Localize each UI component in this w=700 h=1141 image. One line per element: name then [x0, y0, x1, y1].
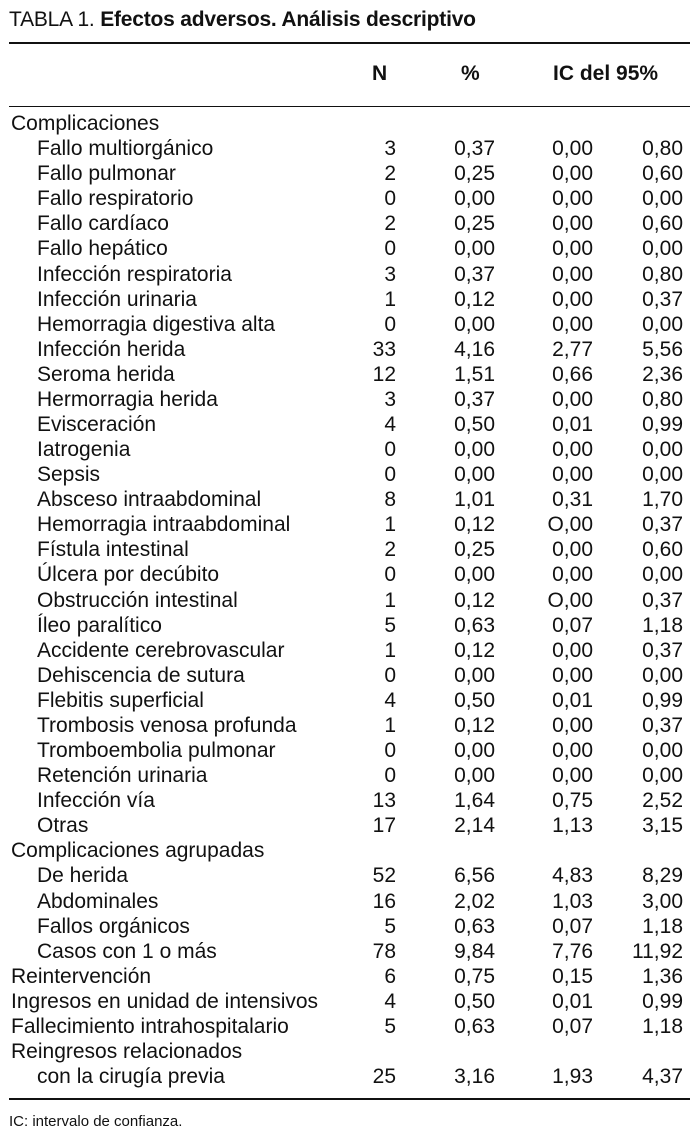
table-row [0, 613, 700, 638]
top-rule [9, 42, 690, 44]
header-percent: % [461, 62, 480, 85]
cell-ci-upper: 11,92 [632, 939, 683, 963]
cell-ci-lower: 0,00 [552, 287, 593, 311]
cell-ci-upper: 0,00 [642, 663, 683, 687]
cell-ci-lower: 2,77 [552, 337, 593, 361]
table-row [0, 362, 700, 387]
row-label: Hermorragia herida [37, 387, 218, 411]
cell-percent: 0,12 [454, 287, 495, 311]
cell-n: 0 [384, 438, 396, 461]
cell-ci-lower: 0,07 [552, 914, 593, 938]
cell-ci-lower: 0,00 [552, 137, 593, 161]
table-row [0, 663, 700, 688]
cell-ci-upper: 0,00 [642, 312, 683, 336]
cell-ci-upper: 0,99 [642, 989, 683, 1013]
row-label: Dehiscencia de sutura [37, 663, 245, 687]
cell-n: 5 [384, 613, 396, 637]
cell-n: 5 [384, 1014, 396, 1038]
cell-ci-upper: 3,00 [642, 889, 683, 913]
cell-percent: 4,16 [454, 337, 495, 361]
table-row [0, 588, 700, 613]
cell-n: 0 [384, 187, 396, 211]
row-label: Fallo respiratorio [37, 187, 194, 211]
cell-percent: 0,63 [454, 613, 495, 637]
cell-n: 1 [384, 713, 396, 737]
cell-ci-lower: 0,31 [552, 488, 593, 512]
cell-percent: 0,00 [454, 312, 495, 336]
table-row [0, 437, 700, 462]
row-label: Complicaciones agrupadas [11, 839, 265, 863]
row-label: Accidente cerebrovascular [37, 638, 285, 662]
cell-ci-upper: 0,00 [642, 764, 683, 788]
cell-ci-lower: 0,00 [552, 538, 593, 562]
table-row [0, 262, 700, 287]
cell-n: 8 [384, 488, 396, 512]
cell-ci-lower: 0,00 [552, 262, 593, 286]
row-label: Fístula intestinal [37, 538, 189, 562]
cell-percent: 0,00 [454, 187, 495, 211]
cell-ci-lower: O,00 [547, 588, 593, 612]
cell-ci-upper: 0,80 [642, 137, 683, 161]
row-label: Flebitis superficial [37, 688, 204, 712]
cell-percent: 0,25 [454, 212, 495, 236]
cell-ci-upper: 0,37 [642, 513, 683, 537]
table-row [0, 813, 700, 838]
row-label: Úlcera por decúbito [37, 563, 220, 587]
cell-ci-lower: 0,00 [552, 463, 593, 487]
cell-percent: 0,00 [454, 237, 495, 261]
cell-ci-upper: 1,18 [642, 1014, 683, 1038]
cell-n: 3 [384, 387, 396, 411]
row-label: Casos con 1 o más [37, 939, 217, 963]
cell-n: 4 [384, 413, 396, 436]
header-ci: IC del 95% [553, 62, 659, 85]
cell-ci-lower: 0,01 [552, 413, 593, 436]
cell-n: 0 [384, 463, 396, 487]
table-row [0, 1014, 700, 1039]
table-row [0, 537, 700, 562]
row-label: Tromboembolia pulmonar [37, 739, 276, 762]
cell-percent: 0,12 [454, 513, 495, 537]
bottom-rule [9, 1098, 690, 1100]
cell-n: 0 [384, 739, 396, 762]
cell-n: 1 [384, 513, 396, 537]
row-label: Iatrogenia [37, 438, 131, 461]
cell-ci-upper: 0,99 [642, 413, 683, 436]
row-label: Infección respiratoria [37, 262, 232, 286]
cell-percent: 0,37 [454, 387, 495, 411]
table-row [0, 713, 700, 738]
footnote: IC: intervalo de confianza. [9, 1113, 183, 1130]
cell-ci-lower: 4,83 [552, 864, 593, 888]
cell-n: 0 [384, 312, 396, 336]
cell-n: 52 [372, 864, 396, 888]
cell-ci-upper: 0,60 [642, 538, 683, 562]
row-label: Abdominales [37, 889, 159, 913]
cell-n: 1 [384, 638, 396, 662]
cell-ci-upper: 2,36 [642, 362, 683, 386]
cell-ci-lower: 0,00 [552, 312, 593, 336]
row-label: De herida [37, 864, 129, 888]
cell-ci-upper: 4,37 [642, 1065, 683, 1088]
cell-n: 0 [384, 563, 396, 587]
cell-n: 33 [372, 337, 396, 361]
table-row [0, 512, 700, 537]
cell-percent: 0,50 [454, 413, 495, 436]
table-row [0, 738, 700, 763]
cell-ci-lower: 0,00 [552, 162, 593, 186]
cell-ci-lower: 1,13 [552, 814, 593, 838]
cell-percent: 0,00 [454, 739, 495, 762]
cell-percent: 0,50 [454, 688, 495, 712]
cell-ci-upper: 0,37 [642, 713, 683, 737]
table-row [0, 763, 700, 788]
cell-ci-upper: 1,18 [642, 613, 683, 637]
table-row [0, 788, 700, 813]
cell-ci-upper: 0,00 [642, 563, 683, 587]
cell-ci-upper: 1,36 [642, 964, 683, 988]
cell-ci-lower: 0,07 [552, 1014, 593, 1038]
row-label: Reintervención [11, 964, 152, 988]
cell-ci-lower: 0,00 [552, 387, 593, 411]
cell-n: 0 [384, 663, 396, 687]
cell-percent: 6,56 [454, 864, 495, 888]
cell-percent: 9,84 [454, 939, 495, 963]
cell-ci-lower: 0,00 [552, 764, 593, 788]
row-label: Sepsis [37, 463, 101, 487]
row-label: Seroma herida [37, 362, 175, 386]
row-label: Hemorragia digestiva alta [37, 312, 276, 336]
cell-n: 2 [384, 212, 396, 236]
cell-n: 0 [384, 237, 396, 261]
cell-n: 6 [384, 964, 396, 988]
cell-percent: 0,63 [454, 1014, 495, 1038]
row-label: Fallo multiorgánico [37, 137, 214, 161]
row-label: Fallo pulmonar [37, 162, 176, 186]
cell-percent: 0,00 [454, 764, 495, 788]
row-label: Retención urinaria [37, 764, 208, 788]
cell-ci-upper: 0,99 [642, 688, 683, 712]
cell-ci-upper: 0,00 [642, 739, 683, 762]
cell-ci-upper: 0,37 [642, 287, 683, 311]
table-row [0, 838, 700, 863]
cell-percent: 0,37 [454, 137, 495, 161]
table-row [0, 161, 700, 186]
cell-ci-upper: 0,60 [642, 162, 683, 186]
cell-ci-upper: 0,00 [642, 438, 683, 461]
header-rule [9, 106, 690, 107]
cell-percent: 0,25 [454, 162, 495, 186]
cell-n: 0 [384, 764, 396, 788]
cell-percent: 0,75 [454, 964, 495, 988]
table-row [0, 287, 700, 312]
cell-percent: 0,00 [454, 438, 495, 461]
cell-percent: 0,00 [454, 663, 495, 687]
cell-ci-lower: 0,00 [552, 713, 593, 737]
cell-ci-upper: 0,80 [642, 262, 683, 286]
row-label: Infección urinaria [37, 287, 197, 311]
table-row [0, 462, 700, 487]
cell-n: 78 [372, 939, 396, 963]
table-row [0, 312, 700, 337]
cell-n: 1 [384, 588, 396, 612]
row-label: Complicaciones [11, 112, 160, 135]
cell-n: 2 [384, 538, 396, 562]
row-label: Infección herida [37, 337, 186, 361]
cell-percent: 1,64 [454, 789, 495, 813]
cell-ci-lower: 1,93 [552, 1065, 593, 1088]
table-row [0, 562, 700, 587]
cell-ci-upper: 0,60 [642, 212, 683, 236]
cell-percent: 2,14 [454, 814, 495, 838]
cell-ci-lower: 0,00 [552, 237, 593, 261]
table-row [0, 863, 700, 888]
cell-n: 16 [372, 889, 396, 913]
table-row [0, 889, 700, 914]
table-row [0, 186, 700, 211]
cell-ci-lower: 0,15 [552, 964, 593, 988]
cell-n: 13 [372, 789, 396, 813]
row-label: Íleo paralítico [37, 613, 162, 637]
table-row [0, 914, 700, 939]
cell-ci-lower: O,00 [547, 513, 593, 537]
row-label: Otras [37, 814, 89, 838]
cell-ci-lower: 0,01 [552, 989, 593, 1013]
cell-percent: 0,00 [454, 463, 495, 487]
cell-ci-lower: 0,00 [552, 739, 593, 762]
table-row [0, 412, 700, 437]
cell-n: 25 [372, 1065, 396, 1088]
table-row [0, 939, 700, 964]
cell-ci-lower: 0,00 [552, 563, 593, 587]
table-number: TABLA 1. [9, 8, 95, 31]
table-row [0, 111, 700, 136]
cell-n: 1 [384, 287, 396, 311]
table-row [0, 989, 700, 1014]
cell-ci-upper: 0,00 [642, 463, 683, 487]
table-caption: Efectos adversos. Análisis descriptivo [100, 8, 476, 31]
cell-ci-lower: 0,00 [552, 212, 593, 236]
cell-ci-upper: 8,29 [642, 864, 683, 888]
cell-percent: 0,25 [454, 538, 495, 562]
cell-ci-lower: 0,66 [552, 362, 593, 386]
cell-ci-lower: 0,00 [552, 187, 593, 211]
cell-percent: 0,50 [454, 989, 495, 1013]
table-row [0, 688, 700, 713]
row-label: Ingresos en unidad de intensivos [11, 989, 319, 1013]
cell-percent: 0,00 [454, 563, 495, 587]
row-label: Obstrucción intestinal [37, 588, 238, 612]
table-title [9, 8, 476, 32]
cell-n: 17 [372, 814, 396, 838]
table-row [0, 387, 700, 412]
row-label: Infección vía [37, 789, 155, 813]
cell-ci-upper: 5,56 [642, 337, 683, 361]
row-label: Hemorragia intraabdominal [37, 513, 291, 537]
cell-percent: 0,12 [454, 638, 495, 662]
cell-percent: 1,51 [454, 362, 495, 386]
cell-n: 3 [384, 137, 396, 161]
cell-ci-upper: 0,00 [642, 237, 683, 261]
cell-n: 4 [384, 989, 396, 1013]
header-n: N [372, 62, 388, 85]
row-label: con la cirugía previa [37, 1065, 225, 1088]
table-row [0, 236, 700, 261]
cell-ci-upper: 2,52 [642, 789, 683, 813]
cell-ci-upper: 0,00 [642, 187, 683, 211]
table-row [0, 964, 700, 989]
cell-percent: 0,12 [454, 713, 495, 737]
table-row [0, 1039, 700, 1064]
cell-ci-upper: 3,15 [642, 814, 683, 838]
row-label: Trombosis venosa profunda [37, 713, 297, 737]
table-row [0, 136, 700, 161]
cell-ci-lower: 7,76 [552, 939, 593, 963]
cell-ci-upper: 1,70 [642, 488, 683, 512]
cell-ci-lower: 0,00 [552, 663, 593, 687]
cell-percent: 0,12 [454, 588, 495, 612]
table-row [0, 211, 700, 236]
cell-percent: 1,01 [454, 488, 495, 512]
cell-percent: 3,16 [454, 1065, 495, 1088]
row-label: Fallo hepático [37, 237, 168, 261]
cell-ci-upper: 0,37 [642, 638, 683, 662]
cell-ci-upper: 1,18 [642, 914, 683, 938]
table-row [0, 1064, 700, 1089]
cell-ci-lower: 0,75 [552, 789, 593, 813]
cell-n: 5 [384, 914, 396, 938]
cell-ci-upper: 0,37 [642, 588, 683, 612]
cell-percent: 0,37 [454, 262, 495, 286]
row-label: Fallo cardíaco [37, 212, 169, 236]
cell-n: 3 [384, 262, 396, 286]
cell-ci-lower: 0,07 [552, 613, 593, 637]
cell-percent: 2,02 [454, 889, 495, 913]
cell-n: 4 [384, 688, 396, 712]
cell-ci-lower: 1,03 [552, 889, 593, 913]
row-label: Reingresos relacionados [11, 1040, 243, 1063]
cell-n: 12 [372, 362, 396, 386]
row-label: Evisceración [37, 413, 157, 436]
cell-ci-lower: 0,01 [552, 688, 593, 712]
table-row [0, 337, 700, 362]
table-row [0, 638, 700, 663]
cell-ci-lower: 0,00 [552, 438, 593, 461]
row-label: Fallos orgánicos [37, 914, 190, 938]
cell-ci-lower: 0,00 [552, 638, 593, 662]
cell-ci-upper: 0,80 [642, 387, 683, 411]
cell-n: 2 [384, 162, 396, 186]
row-label: Absceso intraabdominal [37, 488, 262, 512]
table-row [0, 487, 700, 512]
cell-percent: 0,63 [454, 914, 495, 938]
row-label: Fallecimiento intrahospitalario [11, 1014, 289, 1038]
